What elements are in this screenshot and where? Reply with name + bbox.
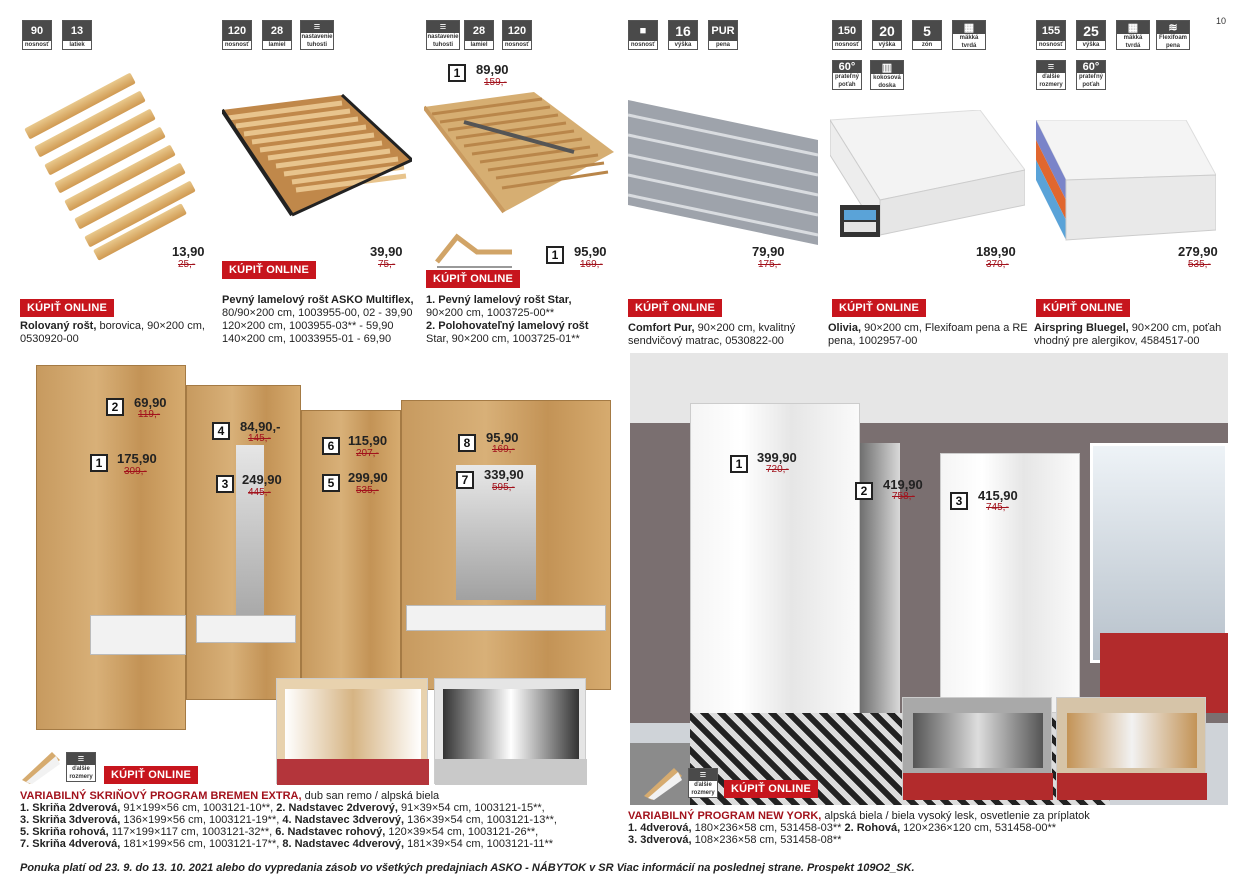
product-description: Pevný lamelový rošt ASKO Multiflex, 80/90×200 cm, 1003955-00, 02 - 39,90 120×200 cm, 1003955-03** - 59,90 140×200 cm, 10033955-01 - 69,90: [222, 294, 414, 345]
old-price: 745,-: [986, 502, 1009, 513]
item-number: 3: [216, 475, 234, 493]
item-number: 6: [322, 437, 340, 455]
old-price: 169,-: [580, 259, 603, 270]
product-description: 1. Pevný lamelový rošt Star, 90×200 cm, 1003725-00** 2. Polohovateľný lamelový rošt Star, 90×200 cm, 1003725-01**: [426, 294, 589, 345]
more-sizes-icon: ≡ ďalšie rozmery: [66, 752, 96, 782]
product-description: Rolovaný rošt, borovica, 90×200 cm, 0530920-00: [20, 320, 205, 345]
old-price: 145,-: [248, 433, 271, 444]
item-number: 2: [855, 482, 873, 500]
item-number: 5: [322, 474, 340, 492]
old-price: 535,-: [1188, 259, 1211, 270]
adjustable-base-image: [432, 222, 517, 272]
capacity-badge: 90 nosnosť: [22, 20, 52, 50]
capacity-badge: ■ nosnosť: [628, 20, 658, 50]
old-price: 595,-: [492, 482, 515, 493]
foam-badge: PUR pena: [708, 20, 738, 50]
price: 69,90: [134, 395, 167, 410]
product-description: Airspring Bluegel, 90×200 cm, poťah vhodný pre alergikov, 4584517-00: [1034, 322, 1222, 347]
height-badge: 20 výška: [872, 20, 902, 50]
price: 189,90: [976, 244, 1016, 259]
item-number: 7: [456, 471, 474, 489]
item-number: 3: [950, 492, 968, 510]
product-description: Olivia, 90×200 cm, Flexifoam pena a RE pena, 1002957-00: [828, 322, 1028, 347]
old-price: 445,-: [248, 487, 271, 498]
lamellas-badge: 28 lamiel: [262, 20, 292, 50]
page-number: 10: [1216, 16, 1227, 26]
capacity-badge: 155 nosnosť: [1036, 20, 1066, 50]
old-price: 119,-: [138, 409, 161, 420]
slats-count-badge: 13 latiek: [62, 20, 92, 50]
price: 95,90: [574, 244, 607, 259]
item-number: 1: [90, 454, 108, 472]
price: 339,90: [484, 467, 524, 482]
price: 419,90: [883, 477, 923, 492]
zones-badge: 5 zón: [912, 20, 942, 50]
old-price: 207,-: [356, 448, 379, 459]
buy-online-button[interactable]: KÚPIŤ ONLINE: [104, 766, 198, 784]
bremen-description: VARIABILNÝ SKRIŇOVÝ PROGRAM BREMEN EXTRA, dub san remo / alpská biela 1. Skriňa 2dverová, 91×199×56 cm, 1003121-10**, 2. Nadstavec 2dverový, 91×39×54 cm, 1003121-15**, 3. Skriňa 3dverová, 136×199×56 cm, 1003121-19**, 4. Nadstavec 3dverový, 136×39×54 cm, 1003121-13**, 5. Skriňa rohová, 117×199×117 cm, 1003121-32**, 6. Nadstavec rohový, 120×39×54 cm, 1003121-26**, 7. Skriňa 4dverová, 181×199×56 cm, 1003121-17**, 8. Nadstavec 4dverový, 181×39×54 cm, 1003121-11**: [20, 790, 557, 850]
new-york-room-image-oak: [1056, 697, 1206, 799]
buy-online-button[interactable]: KÚPIŤ ONLINE: [628, 299, 722, 317]
washable-cover-badge: 60° prateľný poťah: [1076, 60, 1106, 90]
item-number: 2: [106, 398, 124, 416]
price: 279,90: [1178, 244, 1218, 259]
buy-online-button[interactable]: KÚPIŤ ONLINE: [222, 261, 316, 279]
product-description: Comfort Pur, 90×200 cm, kvalitný sendvičový matrac, 0530822-00: [628, 322, 796, 347]
more-sizes-badge: ≡ ďalšie rozmery: [1036, 60, 1066, 90]
old-price: 309,-: [124, 466, 147, 477]
item-number: 1: [546, 246, 564, 264]
new-york-room-image-grey: [902, 697, 1052, 799]
wood-swatches-image: [22, 750, 62, 784]
price: 175,90: [117, 451, 157, 466]
buy-online-button[interactable]: KÚPIŤ ONLINE: [832, 299, 926, 317]
price: 39,90: [370, 244, 403, 259]
price: 13,90: [172, 244, 205, 259]
rolled-slat-base-image: [20, 90, 210, 240]
stiffness-badge: ≡ nastavenie tuhosti: [427, 21, 459, 48]
footer-note: Ponuka platí od 23. 9. do 13. 10. 2021 alebo do vypredania zásob vo všetkých predajniach ASKO - NÁBYTOK v SR Viac informácií na poslednej strane. Prospekt 109O2_SK.: [20, 862, 915, 874]
price: 79,90: [752, 244, 785, 259]
buy-online-button[interactable]: KÚPIŤ ONLINE: [1036, 299, 1130, 317]
flexifoam-badge: ≋ Flexifoam pena: [1156, 20, 1190, 50]
old-price: 370,-: [986, 259, 1009, 270]
old-price: 535,-: [356, 485, 379, 496]
old-price: 758,-: [892, 491, 915, 502]
mattress-olivia-image: [830, 110, 1025, 245]
old-price: 169,-: [492, 444, 515, 455]
mattress-comfort-pur-image: [628, 100, 823, 245]
item-number: 1: [730, 455, 748, 473]
price: 115,90: [348, 433, 388, 448]
wood-swatches-image: [644, 766, 684, 800]
mattress-airspring-bluegel-image: [1036, 120, 1216, 245]
price: 415,90: [978, 488, 1018, 503]
bremen-room-image-light: [276, 678, 428, 784]
price: 399,90: [757, 450, 797, 465]
capacity-badge: 120 nosnosť: [502, 20, 532, 50]
buy-online-button[interactable]: KÚPIŤ ONLINE: [426, 270, 520, 288]
softness-badge: ▦ mäkká tvrdá: [1116, 20, 1150, 50]
lamellas-badge: 28 lamiel: [464, 20, 494, 50]
old-price: 720,-: [766, 464, 789, 475]
height-badge: 16 výška: [668, 20, 698, 50]
price: 89,90: [476, 62, 509, 77]
old-price: 159,-: [484, 77, 507, 88]
capacity-badge: 120 nosnosť: [222, 20, 252, 50]
price: 84,90,-: [240, 419, 281, 434]
stiffness-badge: ≡ nastavenie tuhosti: [301, 21, 333, 48]
bremen-room-image-dark: [434, 678, 586, 784]
old-price: 175,-: [758, 259, 781, 270]
slatted-base-multiflex-image: [222, 90, 412, 230]
old-price: 25,-: [178, 259, 196, 270]
price: 249,90: [242, 472, 282, 487]
item-number: 4: [212, 422, 230, 440]
item-number: 8: [458, 434, 476, 452]
slatted-base-star-image: [424, 92, 614, 222]
softness-badge: ▦ mäkká tvrdá: [952, 20, 986, 50]
buy-online-button[interactable]: KÚPIŤ ONLINE: [20, 299, 114, 317]
more-sizes-icon: ≡ ďalšie rozmery: [688, 768, 718, 798]
height-badge: 25 výška: [1076, 20, 1106, 50]
coconut-board-badge: ▥ kokosová doska: [870, 60, 904, 90]
price: 95,90: [486, 430, 519, 445]
old-price: 75,-: [378, 259, 396, 270]
new-york-description: VARIABILNÝ PROGRAM NEW YORK, alpská biela / biela vysoký lesk, osvetlenie za príplatok 1. 4dverová, 180×236×58 cm, 531458-03** 2. Rohová, 120×236×120 cm, 531458-00** 3. 3dverová, 108×236×58 cm, 531458-08**: [628, 810, 1090, 846]
item-number: 1: [448, 64, 466, 82]
buy-online-button[interactable]: KÚPIŤ ONLINE: [724, 780, 818, 798]
washable-cover-badge: 60° prateľný poťah: [832, 60, 862, 90]
price: 299,90: [348, 470, 388, 485]
capacity-badge: 150 nosnosť: [832, 20, 862, 50]
